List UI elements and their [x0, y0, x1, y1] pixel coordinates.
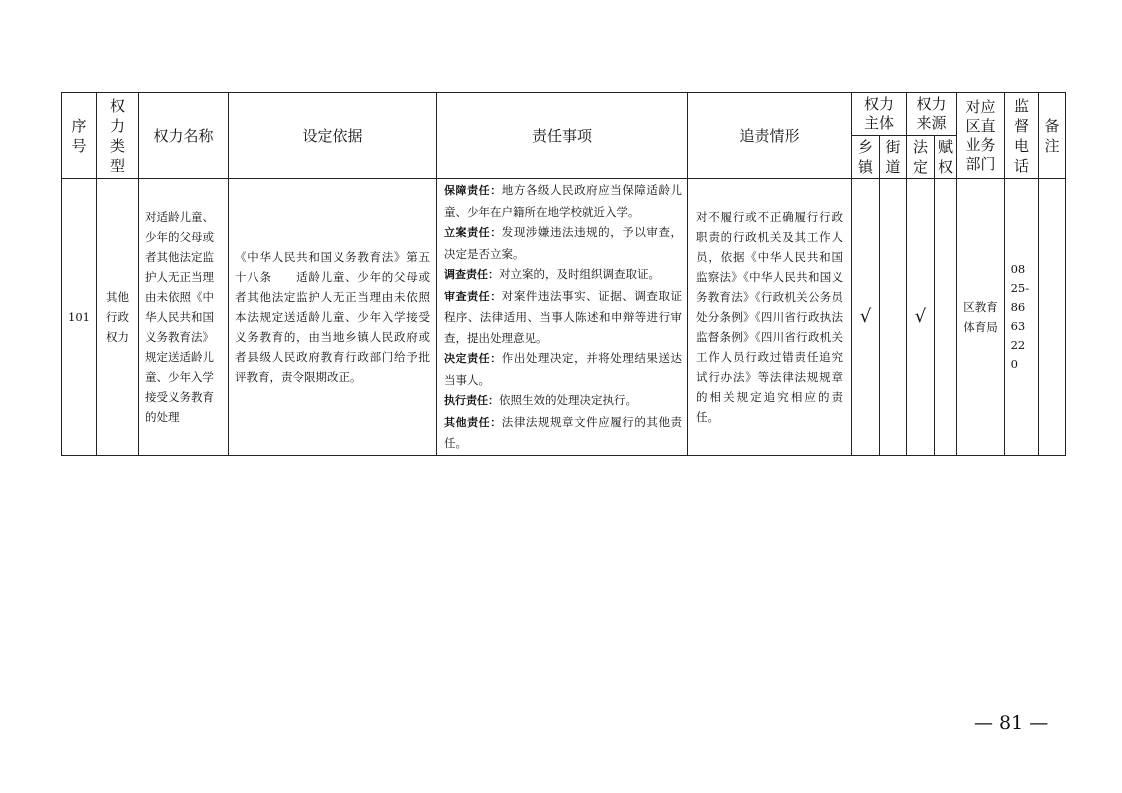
header-responsibility: 责任事项 — [437, 93, 688, 179]
cell-subject-street — [880, 179, 907, 456]
header-basis: 设定依据 — [229, 93, 437, 179]
header-seq: 序号 — [62, 93, 97, 179]
cell-power-type: 其他行政权力 — [97, 179, 139, 456]
cell-accountability: 对不履行或不正确履行行政职责的行政机关及其工作人员，依据《中华人民共和国监察法》《中华人民共和国义务教育法》《行政机关公务员处分条例》《四川省行政执法监督条例》《四川省行政机关工作人员行政过错责任追究试行办法》等法律法规规章的相关规定追究相应的责任。 — [688, 179, 852, 456]
cell-dept: 区教育体育局 — [957, 179, 1005, 456]
header-power-type: 权力类型 — [97, 93, 139, 179]
cell-source-legal: √ — [907, 179, 935, 456]
header-dept: 对应区直业务部门 — [957, 93, 1005, 179]
header-source: 权力来源 — [907, 93, 957, 136]
cell-power-name: 对适龄儿童、少年的父母或者其他法定监护人无正当理由未依照《中华人民共和国义务教育法》规定送适龄儿童、少年入学接受义务教育的处理 — [139, 179, 229, 456]
header-remark: 备注 — [1039, 93, 1066, 179]
header-source-legal: 法定 — [907, 136, 935, 179]
page-number: — 81 — — [974, 712, 1049, 734]
cell-source-granted — [935, 179, 957, 456]
cell-phone: 0825-8663220 — [1005, 179, 1039, 456]
cell-remark — [1039, 179, 1066, 456]
header-phone: 监督电话 — [1005, 93, 1039, 179]
header-source-granted: 赋权 — [935, 136, 957, 179]
resp-item-0: 保障责任：地方各级人民政府应当保障适龄儿童、少年在户籍所在地学校就近入学。 — [444, 183, 683, 219]
header-subject-street: 街道 — [880, 136, 907, 179]
resp-item-3: 审查责任：对案件违法事实、证据、调查取证程序、法律适用、当事人陈述和申辩等进行审查，提出处理意见。 — [444, 288, 683, 345]
table-row — [62, 179, 1066, 456]
cell-seq: 101 — [62, 179, 97, 456]
resp-item-5: 执行责任：依照生效的处理决定执行。 — [444, 393, 637, 407]
cell-responsibility — [437, 179, 688, 456]
cell-basis: 《中华人民共和国义务教育法》第五十八条 适龄儿童、少年的父母或者其他法定监护人无正当理由未依照本法规定送适龄儿童、少年入学接受义务教育的，由当地乡镇人民政府或者县级人民政府教育行政部门给予批评教育，责令限期改正。 — [229, 179, 437, 456]
resp-item-4: 决定责任：作出处理决定，并将处理结果送达当事人。 — [444, 351, 683, 387]
header-power-name: 权力名称 — [139, 93, 229, 179]
power-list-table — [61, 92, 1066, 456]
header-subject: 权力主体 — [852, 93, 907, 136]
resp-item-6: 其他责任：法律法规规章文件应履行的其他责任。 — [444, 414, 683, 450]
header-subject-town: 乡镇 — [852, 136, 880, 179]
header-accountability: 追责情形 — [688, 93, 852, 179]
resp-item-1: 立案责任：发现涉嫌违法违规的，予以审查，决定是否立案。 — [444, 225, 683, 261]
cell-subject-town: √ — [852, 179, 880, 456]
resp-item-2: 调查责任：对立案的，及时组织调查取证。 — [444, 267, 660, 281]
